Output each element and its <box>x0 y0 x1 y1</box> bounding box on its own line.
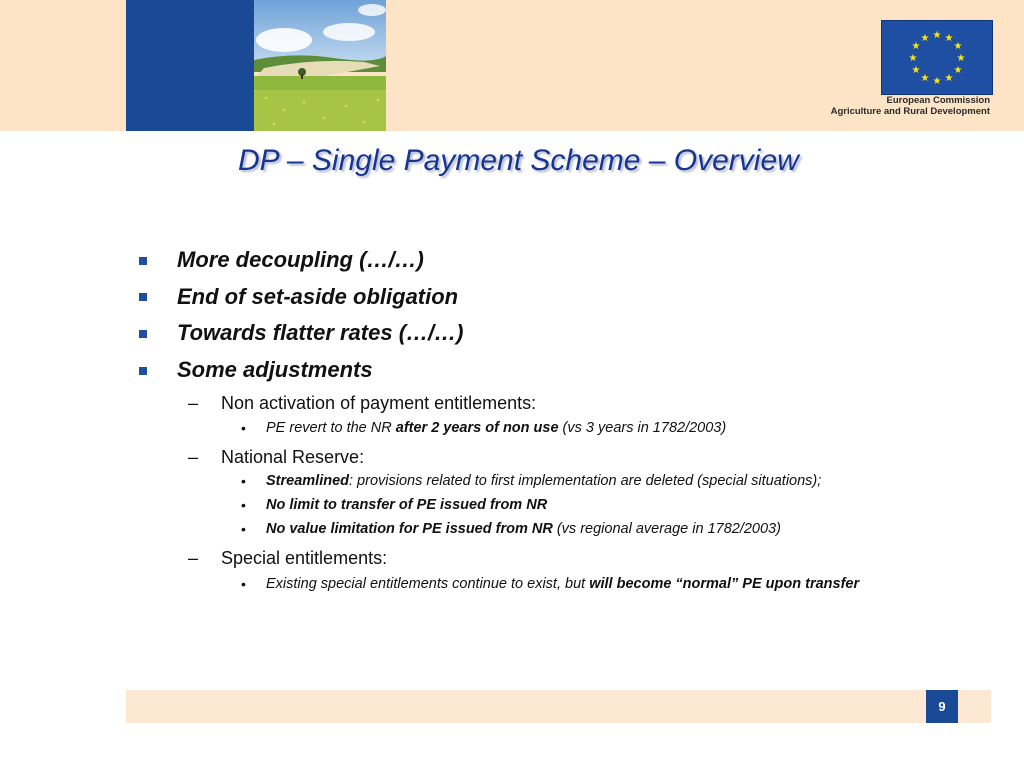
dash-bullet-icon: – <box>188 393 199 413</box>
logo-line-1: European Commission <box>886 95 990 106</box>
detail-item: No value limitation for PE issued from NR (vs regional average in 1782/2003) <box>266 521 781 537</box>
bullet-item: Some adjustments <box>177 357 373 382</box>
sub-heading: National Reserve: <box>221 447 365 467</box>
logo-line-2: Agriculture and Rural Development <box>830 106 990 117</box>
svg-text:★: ★ <box>953 65 963 76</box>
svg-text:★: ★ <box>932 30 942 41</box>
svg-text:★: ★ <box>911 41 921 52</box>
svg-text:★: ★ <box>920 73 930 84</box>
dot-bullet-icon: • <box>241 497 246 513</box>
detail-item: Streamlined: provisions related to first implementation are deleted (special situations); <box>266 473 822 489</box>
dash-bullet-icon: – <box>188 447 199 467</box>
detail-item: No limit to transfer of PE issued from NR <box>266 497 548 513</box>
page-number: 9 <box>926 690 958 723</box>
detail-item: Existing special entitlements continue to exist, but will become “normal” PE upon transfer <box>266 576 860 592</box>
svg-text:★: ★ <box>944 33 954 44</box>
svg-text:★: ★ <box>944 73 954 84</box>
dot-bullet-icon: • <box>241 473 246 489</box>
square-bullet-icon <box>139 367 147 375</box>
bullet-item: More decoupling (…/…) <box>177 247 424 272</box>
bullet-item: Towards flatter rates (…/…) <box>177 320 464 345</box>
svg-text:★: ★ <box>953 41 963 52</box>
svg-text:★: ★ <box>956 53 966 64</box>
bullet-item: End of set-aside obligation <box>177 284 459 309</box>
dot-bullet-icon: • <box>241 521 246 537</box>
sub-heading: Special entitlements: <box>221 548 388 568</box>
dot-bullet-icon: • <box>241 420 246 436</box>
sub-heading: Non activation of payment entitlements: <box>221 393 537 413</box>
svg-text:★: ★ <box>908 53 918 64</box>
square-bullet-icon <box>139 257 147 265</box>
svg-text:★: ★ <box>932 76 942 87</box>
dot-bullet-icon: • <box>241 576 246 592</box>
detail-item: PE revert to the NR after 2 years of non use (vs 3 years in 1782/2003) <box>266 420 727 436</box>
dash-bullet-icon: – <box>188 548 199 568</box>
svg-text:★: ★ <box>920 33 930 44</box>
footer-band <box>126 690 991 723</box>
square-bullet-icon <box>139 293 147 301</box>
square-bullet-icon <box>139 330 147 338</box>
slide-title: DP – Single Payment Scheme – Overview <box>238 144 799 177</box>
svg-text:★: ★ <box>911 65 921 76</box>
